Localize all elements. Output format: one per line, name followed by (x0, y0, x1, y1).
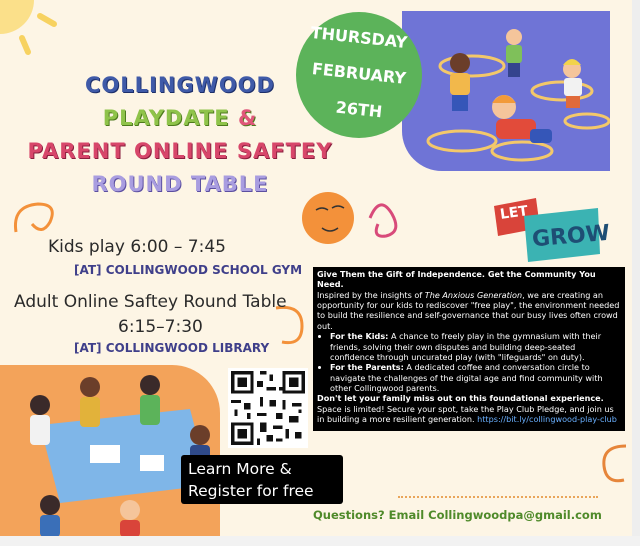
bullet-kids (330, 331, 621, 362)
bullet-kids-label: For the Kids: (330, 331, 389, 342)
qr-code[interactable] (228, 368, 308, 448)
title-round-table: ROUND TABLE (91, 172, 269, 196)
adult-round-table-location: [AT] COLLINGWOOD LIBRARY (74, 341, 270, 355)
adult-round-table-title: Adult Online Saftey Round Table (14, 292, 287, 312)
cta-line1: Learn More & (188, 460, 292, 478)
let-grow-logo-word2: GROW (531, 220, 611, 253)
meeting-image (0, 365, 220, 536)
title-ampersand: & (237, 106, 258, 130)
kids-playing-image (402, 11, 610, 171)
description-bullets (317, 331, 621, 393)
screenshot-edge (632, 0, 640, 546)
title-collingwood: COLLINGWOOD (85, 73, 275, 97)
bullet-parents-text: A dedicated coffee and conversation circle to navigate the challenges of the digital age and find community with other Collingwood parents. (330, 362, 603, 393)
bullet-parents-label: For the Parents: (330, 362, 404, 373)
date-number: 26TH (334, 97, 384, 122)
orange-character-decoration (300, 188, 420, 252)
dotted-divider (398, 496, 598, 498)
screenshot-edge-bottom (0, 536, 640, 546)
date-month: FEBRUARY (311, 59, 407, 88)
intro-book-title: The Anxious Generation (424, 289, 523, 300)
date-day: THURSDAY (309, 22, 409, 53)
event-description-box (313, 267, 625, 431)
kids-playing-illustration (402, 11, 610, 171)
cta-line2: Register for free (188, 482, 314, 500)
register-link[interactable]: https://bit.ly/collingwood-play-club (477, 414, 617, 425)
contact-email[interactable]: Questions? Email Collingwoodpa@gmail.com (313, 508, 602, 522)
bullet-parents (330, 362, 621, 393)
description-closing (317, 393, 621, 424)
closing-text: Space is limited! Secure your spot, take the Play Club Pledge, and join us in building a more resilient generation. (317, 403, 614, 425)
intro-post: , we are creating an opportunity for our kids to rediscover "free play", the environment needed to build the resilience and self-governance that our busy lives often crowd out. (317, 289, 620, 331)
swirl-decoration (8, 196, 68, 240)
kids-play-location: [AT] COLLINGWOOD SCHOOL GYM (74, 263, 303, 277)
parents-meeting-illustration (0, 365, 220, 536)
title-parent-online-safety: PARENT ONLINE SAFTEY (27, 139, 333, 163)
register-call-to-action[interactable] (181, 455, 343, 504)
adult-round-table-time: 6:15–7:30 (118, 317, 203, 337)
intro-pre: Inspired by the insights of (317, 289, 425, 300)
closing-bold: Don't let your family miss out on this foundational experience. (317, 393, 604, 404)
description-heading: Give Them the Gift of Independence. Get the Community You Need. (317, 269, 596, 290)
description-intro (317, 290, 621, 331)
bullet-kids-text: A chance to freely play in the gymnasium with their friends, solving their own disputes and building deep-seated confidence through uncurated play (with "lifeguards" on duty). (330, 331, 602, 362)
title-playdate-word: PLAYDATE (102, 106, 230, 130)
let-grow-logo-word1: LET (499, 203, 530, 223)
sun-decoration (0, 0, 80, 80)
kids-play-time: Kids play 6:00 – 7:45 (48, 237, 226, 257)
swirl-decoration-corner (596, 440, 632, 490)
